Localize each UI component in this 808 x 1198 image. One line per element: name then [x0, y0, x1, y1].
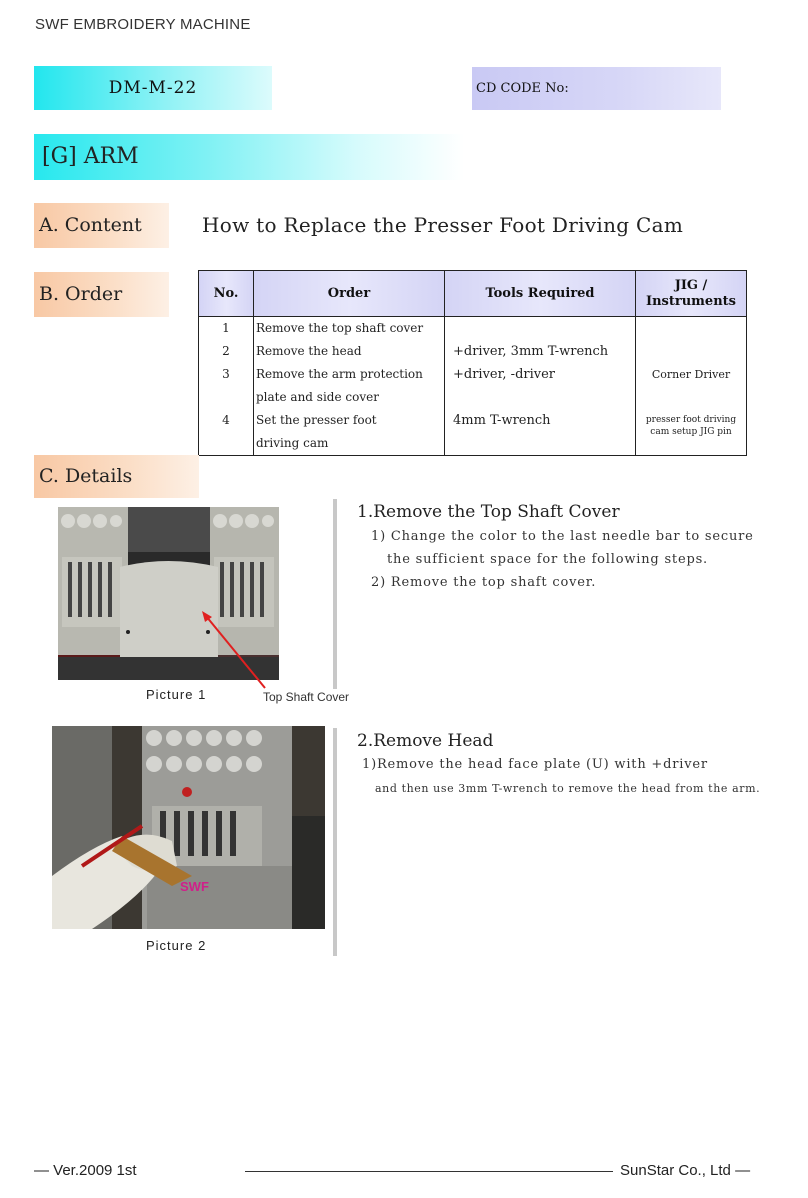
details-heading-box — [34, 455, 199, 498]
jig-setup-pin: presser foot driving cam setup JIG pin — [645, 415, 737, 437]
step-number: 2 — [222, 344, 230, 358]
column-header-order: Order — [254, 271, 445, 317]
step2-divider — [333, 728, 337, 956]
table-cell-jig — [636, 317, 747, 456]
cd-code-label: CD CODE No: — [476, 81, 569, 96]
table-cell-tools — [445, 317, 636, 456]
section-title: [G] ARM — [42, 144, 139, 169]
order-line: Set the presser foot — [256, 413, 377, 427]
details-heading: C. Details — [39, 465, 133, 487]
column-header-jig: JIG / Instruments — [636, 271, 747, 317]
column-header-no: No. — [199, 271, 254, 317]
step-number — [199, 432, 253, 455]
picture-2-caption: Picture 2 — [146, 938, 207, 953]
content-heading-box — [34, 203, 169, 248]
section-bar — [34, 134, 464, 180]
footer-version: — Ver.2009 1st — [34, 1162, 137, 1179]
step-number — [199, 386, 253, 409]
order-table — [198, 270, 746, 455]
doc-code: DM-M-22 — [108, 78, 198, 98]
tool-line — [453, 432, 635, 455]
column-header-tools: Tools Required — [445, 271, 636, 317]
brand-header: SWF EMBROIDERY MACHINE — [35, 16, 251, 33]
step2-title: 2.Remove Head — [357, 731, 494, 751]
swf-logo-text: SWF — [180, 879, 209, 894]
picture-1-caption: Picture 1 — [146, 687, 207, 702]
step-number: 1 — [222, 321, 230, 335]
tool-line — [453, 317, 635, 340]
step1-divider — [333, 499, 337, 689]
step2-line: 1)Remove the head face plate (U) with +driver — [362, 757, 708, 772]
tool-line — [453, 386, 635, 409]
footer-company: SunStar Co., Ltd — — [620, 1162, 751, 1179]
tool-line: +driver, 3mm T-wrench — [453, 344, 609, 359]
table-cell-order — [254, 317, 445, 456]
step1-line: the sufficient space for the following steps. — [387, 552, 708, 567]
order-line: driving cam — [256, 436, 329, 450]
order-line: Remove the top shaft cover — [256, 321, 424, 335]
tool-line: 4mm T-wrench — [453, 413, 551, 428]
order-line: Remove the head — [256, 344, 362, 358]
table-body-row — [199, 317, 747, 456]
top-shaft-cover-callout: Top Shaft Cover — [263, 690, 350, 704]
page-title: How to Replace the Presser Foot Driving Cam — [202, 213, 684, 237]
order-line: plate and side cover — [256, 390, 379, 404]
doc-code-box — [34, 66, 272, 110]
table-cell-numbers — [199, 317, 254, 456]
cd-code-box — [472, 67, 721, 110]
step1-line: 2) Remove the top shaft cover. — [371, 575, 597, 590]
step-number: 3 — [222, 367, 230, 381]
content-heading: A. Content — [39, 214, 142, 236]
step-number: 4 — [222, 413, 230, 427]
order-heading-box — [34, 272, 169, 317]
step2-line: and then use 3mm T-wrench to remove the head from the arm. — [375, 782, 761, 795]
jig-corner-driver: Corner Driver — [651, 368, 731, 381]
order-line: Remove the arm protection — [256, 367, 423, 381]
footer-rule — [245, 1171, 613, 1172]
step1-title: 1.Remove the Top Shaft Cover — [357, 502, 620, 522]
step1-line: 1) Change the color to the last needle bar to secure — [371, 529, 754, 544]
callout-arrow-icon — [200, 610, 280, 692]
table-header-row — [199, 271, 747, 317]
order-heading: B. Order — [39, 283, 123, 305]
tool-line: +driver, -driver — [453, 367, 556, 382]
remove-head-photo — [52, 726, 325, 929]
